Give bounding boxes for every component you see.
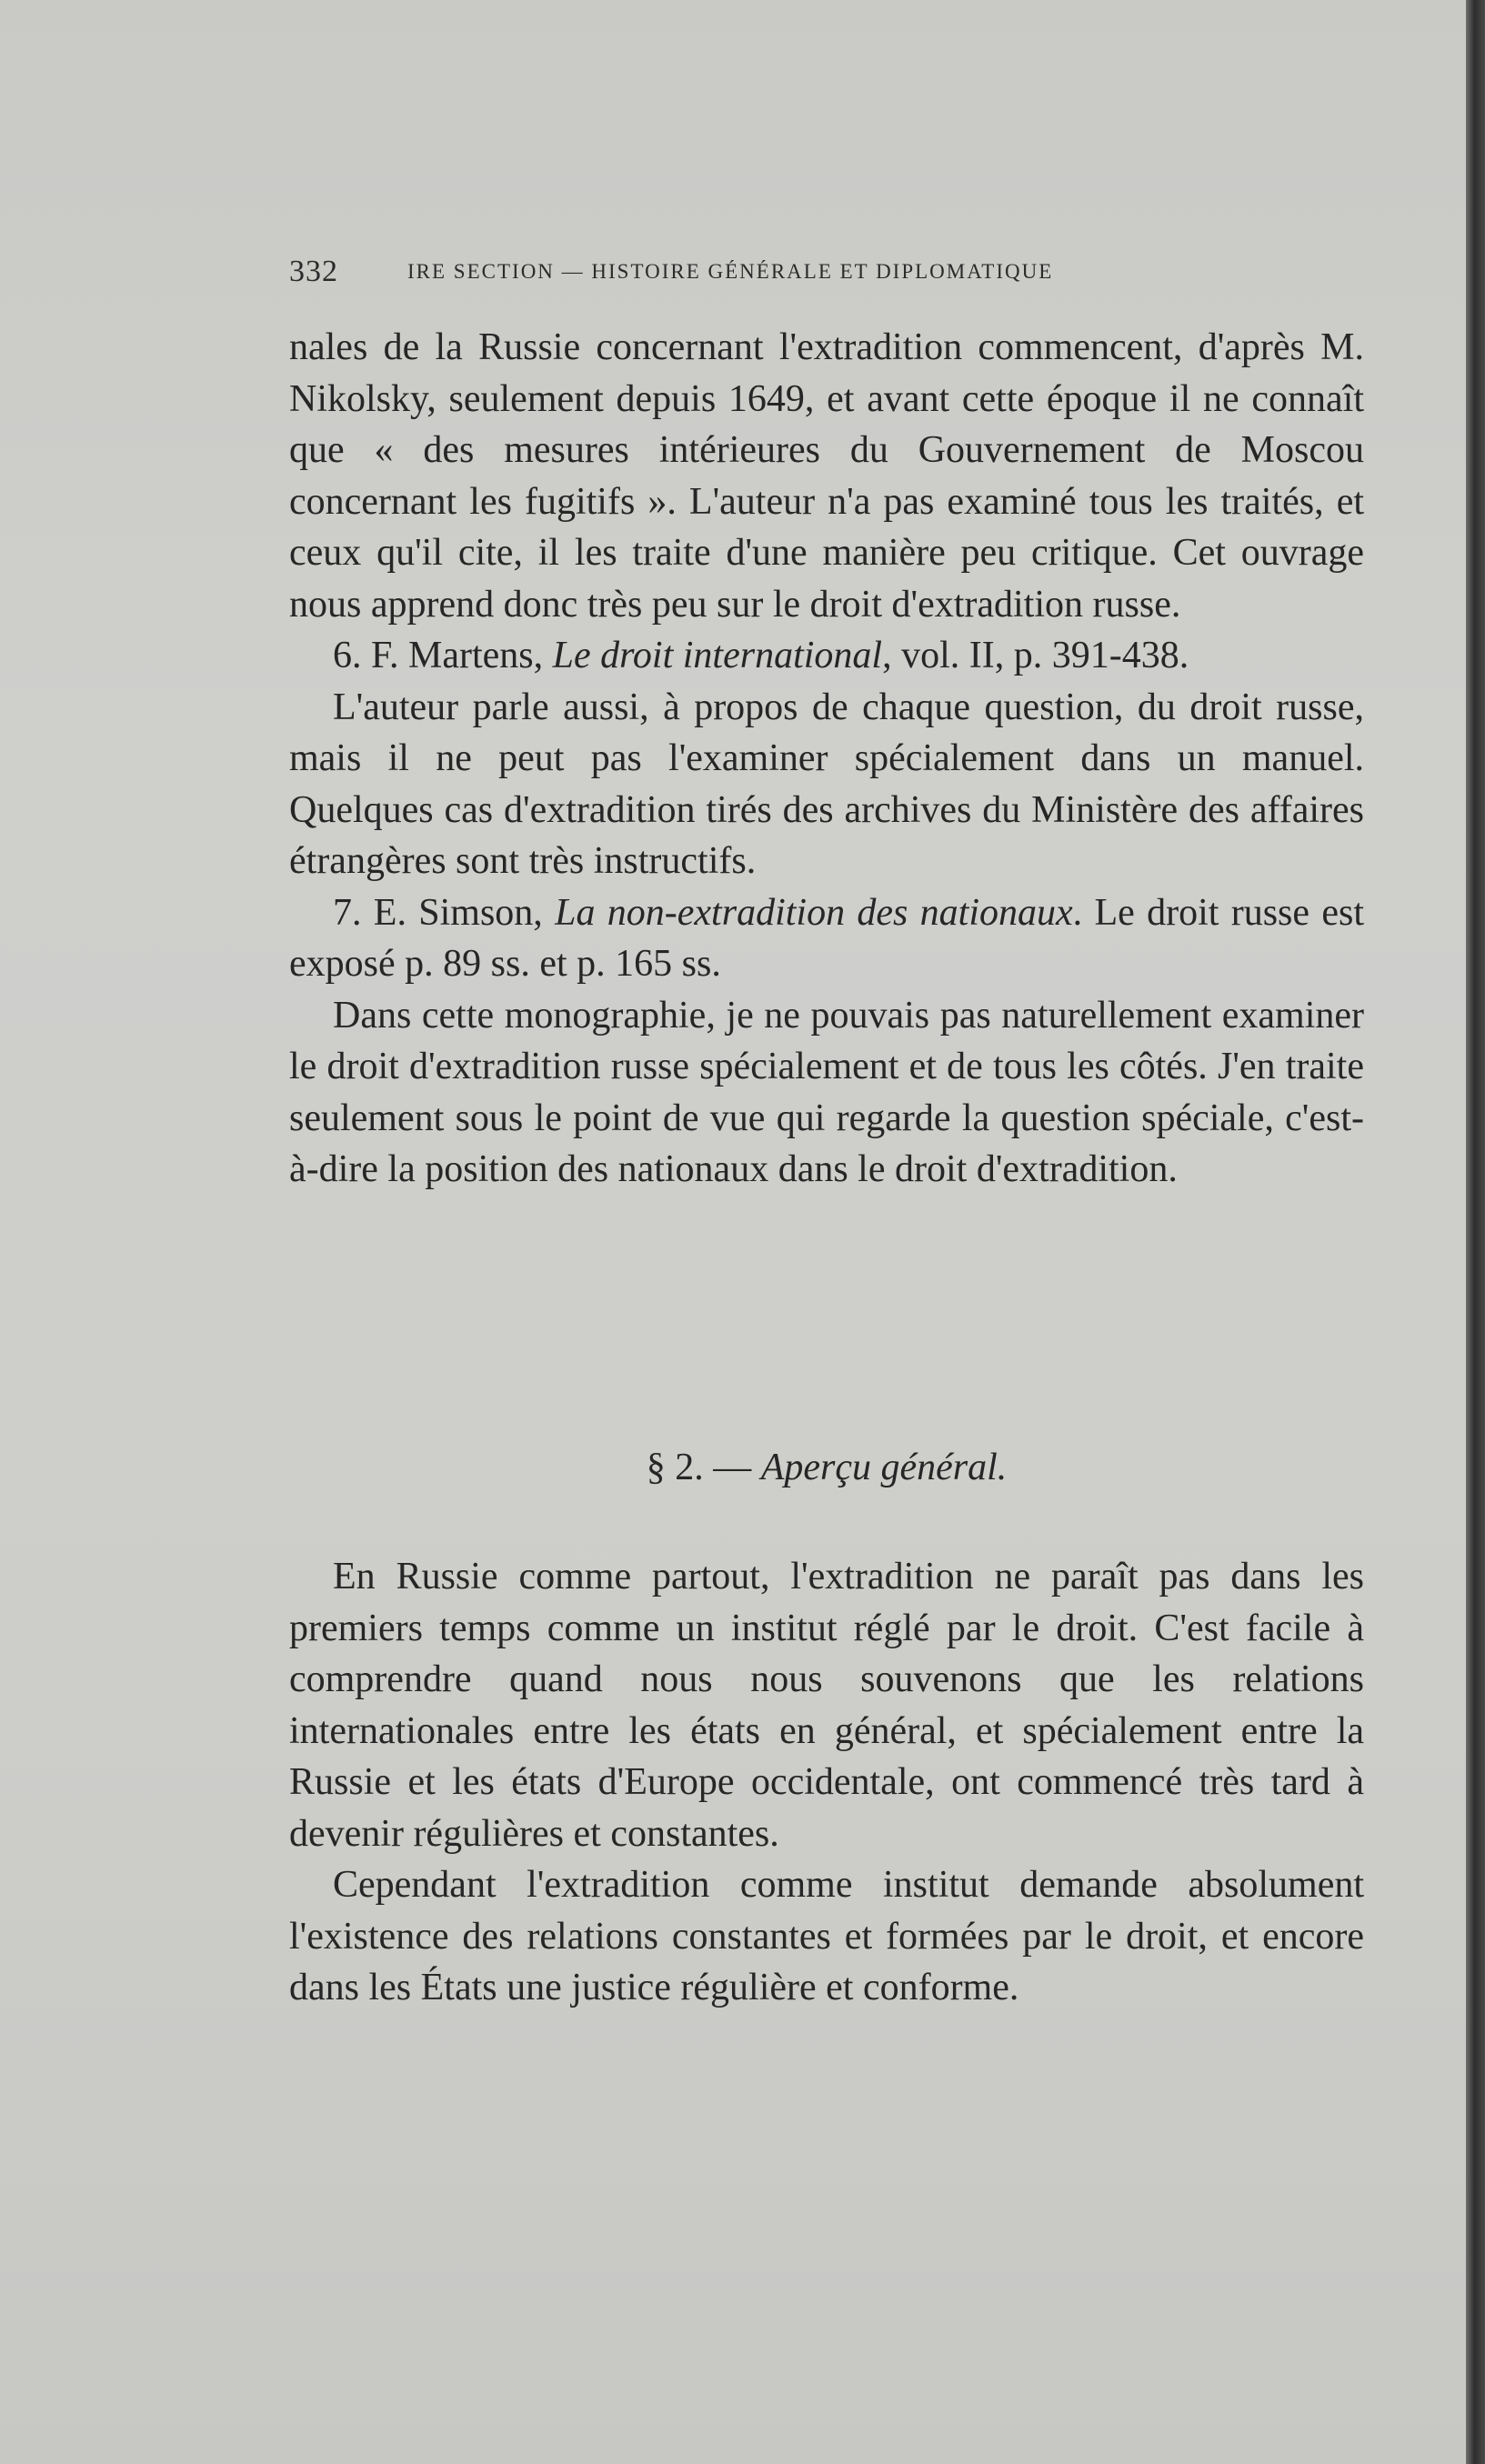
section-heading-prefix: § 2. —: [646, 1447, 761, 1488]
section-heading: [289, 1446, 1364, 1489]
paragraph-nikolsky-continued: nales de la Russie concernant l'extradition commencent, d'après M. Nikolsky, seulement depuis 1649, et avant cette époque il ne connaît que « des mesures intérieures du Gouvernement de Moscou concernant les fugitifs ». L'auteur n'a pas examiné tous les traités, et ceux qu'il cite, il les traite d'une manière peu critique. Cet ouvrage nous apprend donc très peu sur le droit d'extradition russe.: [289, 326, 1364, 626]
paragraph-cependant: Cependant l'extradition comme institut demande absolument l'existence des relations constantes et formées par le droit, et encore dans les États une justice régulière et conforme.: [289, 1864, 1364, 2008]
page-binding-edge: [1466, 0, 1485, 2464]
reference-prefix: 7. E. Simson,: [333, 891, 556, 934]
body-text-bottom: [289, 1551, 1364, 2014]
reference-title: La non-extradition des nationaux: [555, 891, 1073, 934]
reference-simson: [289, 887, 1364, 990]
reference-suffix: . Le droit russe est exposé p. 89 ss. et p. 165 ss.: [289, 891, 1364, 985]
paragraph-martens: L'auteur parle aussi, à propos de chaque question, du droit russe, mais il ne peut pas l'examiner spécialement dans un manuel. Quelques cas d'extradition tirés des archives du Ministère des affaires étrangères sont très instructifs.: [289, 686, 1364, 882]
page-number: 332: [289, 255, 338, 288]
reference-title: Le droit international: [552, 635, 883, 676]
reference-suffix: , vol. II, p. 391-438.: [882, 635, 1189, 676]
paragraph-simson: Dans cette monographie, je ne pouvais pas naturellement examiner le droit d'extradition russe spécialement et de tous les côtés. J'en traite seulement sous le point de vue qui regarde la question spéciale, c'est-à-dire la position des nationaux dans le droit d'extradition.: [289, 994, 1364, 1190]
page-header: [289, 255, 1208, 291]
paragraph-russie: En Russie comme partout, l'extradition ne paraît pas dans les premiers temps comme un institut réglé par le droit. C'est facile à comprendre quand nous nous souvenons que les relations internationales entre les états en général, et spécialement entre la Russie et les états d'Europe occidentale, ont commencé très tard à devenir régulières et constantes.: [289, 1556, 1364, 1855]
running-head: IRE SECTION — HISTOIRE GÉNÉRALE ET DIPLOMATIQUE: [407, 260, 1054, 283]
reference-prefix: 6. F. Martens,: [333, 635, 553, 676]
body-text-top: [289, 322, 1364, 1196]
section-heading-title: Aperçu général.: [760, 1447, 1008, 1488]
reference-martens: [289, 630, 1364, 682]
